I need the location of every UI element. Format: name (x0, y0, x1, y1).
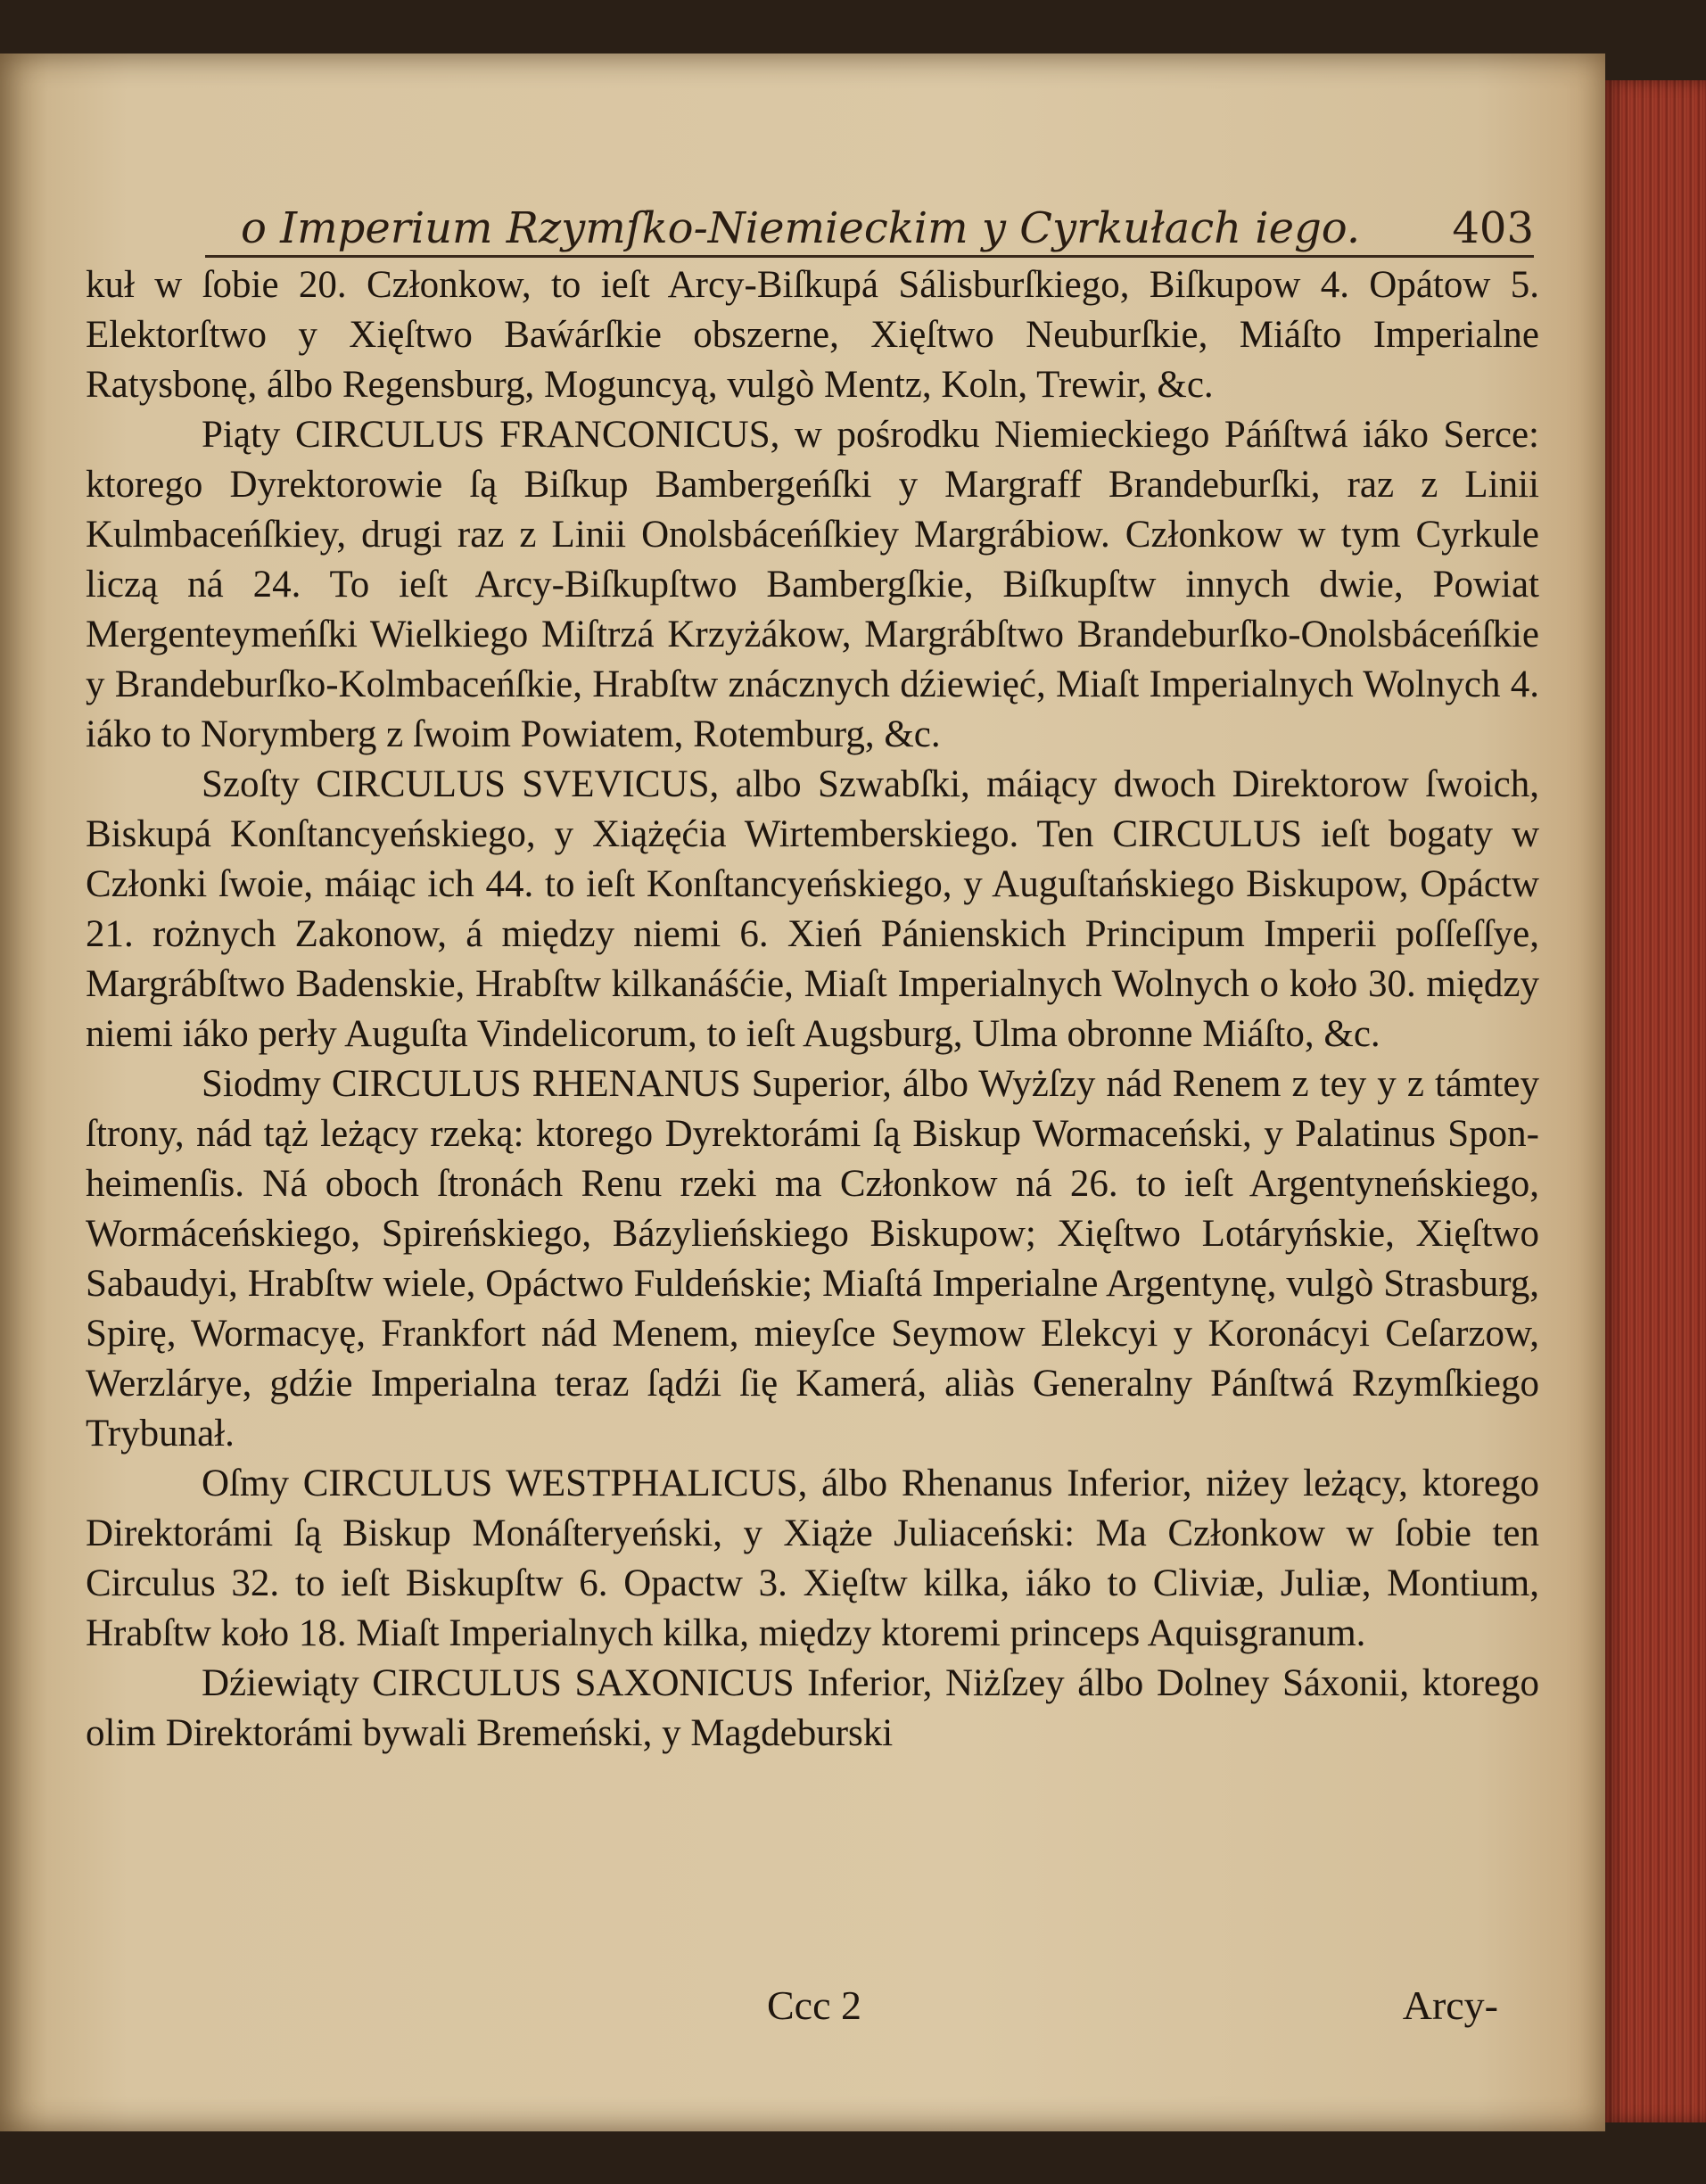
paragraph: Szoſty CIRCULUS SVEVICUS, albo Szwabſki, máiący dwoch Direktorow ſwoich, Biskupá Konſtancyeńskiego, y Xiążęćia Wirtemberskiego. Ten CIRCULUS ieſt bogaty w Członki ſwoie, máiąc ich 44. to ieſt Konſtancyeńskiego, y Auguſtańskiego Biskupow, Opáctw 21. rożnych Zakonow, á między niemi 6. Xień Pánienskich Principum Imperii poſſeſſye, Margrábſtwo Badenskie, Hrabſtw kilkanáśćie, Miaſt Imperialnych Wolnych o koło 30. między niemi iáko perły Auguſta Vindelicorum, to ieſt Augsburg, Ulma obronne Miáſto, &c. (86, 763, 1539, 1055)
paragraph: Dźiewiąty CIRCULUS SAXONICUS Inferior, Niżſzey álbo Dolney Sáxonii, ktorego olim Direktorámi bywali Bremeński, y Magdeburski (86, 1662, 1539, 1754)
body-text (86, 260, 1539, 1759)
paragraph: kuł w ſobie 20. Członkow, to ieſt Arcy-Biſkupá Sálisburſkiego, Biſkupow 4. Opátow 5. Elektorſtwo y Xięſtwo Baẃárſkie obszerne, Xięſtwo Neuburſkie, Miáſto Imperialne Ratysbonę, álbo Regensburg, Moguncyą, vulgò Mentz, Koln, Trewir, &c. (86, 264, 1539, 406)
running-header (205, 203, 1534, 258)
signature-mark: Ccc 2 (767, 1982, 862, 2028)
paragraph: Oſmy CIRCULUS WESTPHALICUS, álbo Rhenanus Inferior, niżey leżący, ktorego Direktorámi ſą Biskup Monáſteryeński, y Xiąże Juliaceński: Ma Członkow w ſobie ten Circulus 32. to ieſt Biskupſtw 6. Opactw 3. Xięſtw kilka, iáko to Cliviæ, Juliæ, Montium, Hrabſtw koło 18. Miaſt Imperialnych kilka, między ktoremi princeps Aquisgranum. (86, 1463, 1539, 1654)
page-edges (1605, 80, 1706, 2122)
paragraph: Piąty CIRCULUS FRANCONICUS, w pośrodku Niemieckiego Páńſtwá iáko Serce: ktorego Dyrektorowie ſą Biſkup Bambergeńſki y Margraff Brandeburſki, raz z Linii Kulmbaceńſkiey, drugi raz z Linii Onolsbáceńſkiey Margrábiow. Członkow w tym Cyrkule liczą ná 24. To ieſt Arcy-Biſkupſtwo Bambergſkie, Biſkupſtw innych dwie, Powiat Mergenteymeńſki Wielkiego Miſtrzá Krzyżákow, Margrábſtwo Brandeburſko-Onolsbáceńſkie y Brandeburſko-Kolmbaceńſkie, Hrabſtw znácznych dźiewięć, Miaſt Imperialnych Wolnych 4. iáko to Norymberg z ſwoim Powiatem, Rotemburg, &c. (86, 414, 1539, 755)
paragraph: Siodmy CIRCULUS RHENANUS Superior, álbo Wyżſzy nád Renem z tey y z támtey ſtrony, nád tąż leżący rzeką: ktorego Dyrektorámi ſą Biskup Wormaceński, y Palatinus Spon-heimenſis. Ná oboch ſtronách Renu rzeki ma Członkow ná 26. to ieſt Argentyneńskiego, Wormáceńskiego, Spireńskiego, Bázylieńskiego Biskupow; Xięſtwo Lotáryńskie, Xięſtwo Sabaudyi, Hrabſtw wiele, Opáctwo Fuldeńskie; Miaſtá Imperialne Argentynę, vulgò Strasburg, Spirę, Wormacyę, Frankfort nád Menem, mieyſce Seymow Elekcyi y Koronácyi Ceſarzow, Werzlárye, gdźie Imperialna teraz ſądźi ſię Kamerá, aliàs Generalny Pánſtwá Rzymſkiego Trybunał. (86, 1063, 1539, 1455)
page-number: 403 (1452, 203, 1534, 253)
catchword: Arcy- (1402, 1982, 1498, 2028)
running-title: o Imperium Rzymſko-Niemieckim y Cyrkułach iego. (241, 203, 1361, 253)
page-footer (767, 1982, 1498, 2029)
